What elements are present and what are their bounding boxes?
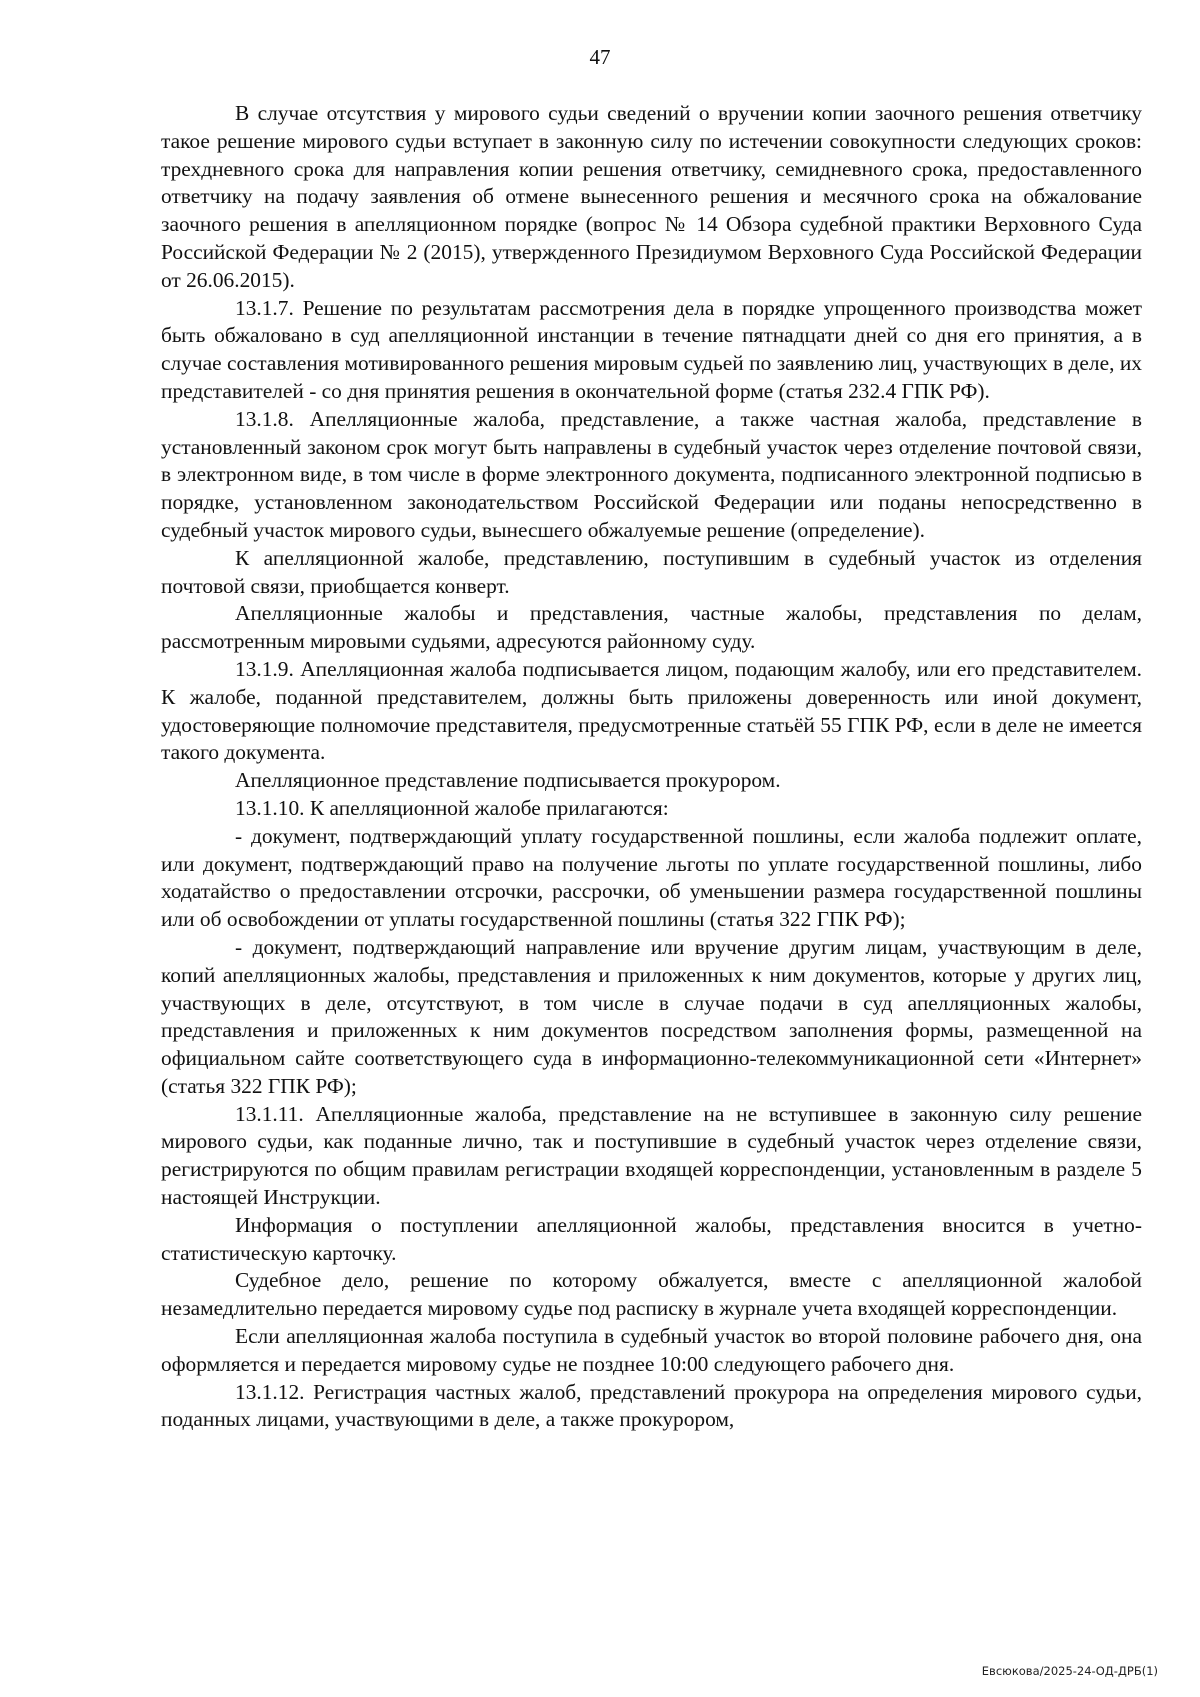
paragraph-addressing: Апелляционные жалобы и представления, частные жалобы, представления по делам, рассмотренным мировыми судьями, адресуются районному суду. — [161, 601, 1142, 654]
paragraph-13-1-9: 13.1.9. Апелляционная жалоба подписывается лицом, подающим жалобу, или его представителем. К жалобе, поданной представителем, должны быть приложены доверенность или иной документ, удостоверяющие полномочие представителя, предусмотренные статьёй 55 ГПК РФ, если в деле не имеется такого документа. — [161, 656, 1142, 765]
paragraph-13-1-11: 13.1.11. Апелляционные жалоба, представление на не вступившее в законную силу решение мирового судьи, как поданные лично, так и поступившие в судебный участок через отделение связи, регистрируются по общим правилам регистрации входящей корреспонденции, установленным в разделе 5 настоящей Инструкции. — [161, 1101, 1142, 1210]
list-item-state-duty: - документ, подтверждающий уплату государственной пошлины, если жалоба подлежит оплате, или документ, подтверждающий право на получение льготы по уплате государственной пошлины, либо ходатайство о предоставлении отсрочки, рассрочки, об уменьшении размера государственной пошлины или об освобождении от уплаты государственной пошлины (статья 322 ГПК РФ); — [161, 823, 1142, 932]
paragraph-13-1-7: 13.1.7. Решение по результатам рассмотрения дела в порядке упрощенного производства может быть обжаловано в суд апелляционной инстанции в течение пятнадцати дней со дня его принятия, а в случае составления мотивированного решения мировым судьей по заявлению лиц, участвующих в деле, их представителей - со дня принятия решения в окончательной форме (статья 232.4 ГПК РФ). — [161, 295, 1142, 403]
paragraph-stat-card: Информация о поступлении апелляционной жалобы, представления вносится в учетно-статистическую карточку. — [161, 1212, 1142, 1265]
paragraph-prosecutor-signature: Апелляционное представление подписывается прокурором. — [235, 768, 781, 793]
paragraph-13-1-8: 13.1.8. Апелляционные жалоба, представление, а также частная жалоба, представление в установленный законом срок могут быть направлены в судебный участок через отделение почтовой связи, в электронном виде, в том числе в форме электронного документа, подписанного электронной подписью в порядке, установленном законодательством Российской Федерации или поданы непосредственно в судебный участок мирового судьи, вынесшего обжалуемые решение (определение). — [161, 406, 1142, 542]
paragraph-default-judgment: В случае отсутствия у мирового судьи сведений о вручении копии заочного решения ответчику такое решение мирового судьи вступает в законную силу по истечении совокупности следующих сроков: трехдневного срока для направления копии решения ответчику, семидневного срока, предоставленного ответчику на подачу заявления об отмене вынесенного решения и месячного срока на обжалование заочного решения в апелляционном порядке (вопрос № 14 Обзора судебной практики Верховного Суда Российской Федерации № 2 (2015), утвержденного Президиумом Верховного Суда Российской Федерации от 26.06.2015). — [161, 101, 1142, 292]
paragraph-13-1-10: 13.1.10. К апелляционной жалобе прилагаются: — [235, 795, 669, 820]
document-footer-code: Евсюкова/2025-24-ОД-ДРБ(1) — [981, 1664, 1158, 1678]
document-body — [161, 100, 1142, 1434]
paragraph-case-transfer: Судебное дело, решение по которому обжалуется, вместе с апелляционной жалобой незамедлительно передается мировому судье под расписку в журнале учета входящей корреспонденции. — [161, 1268, 1142, 1321]
page-number: 47 — [589, 45, 611, 69]
paragraph-envelope: К апелляционной жалобе, представлению, поступившим в судебный участок из отделения почтовой связи, приобщается конверт. — [161, 545, 1142, 598]
paragraph-second-half-day: Если апелляционная жалоба поступила в судебный участок во второй половине рабочего дня, она оформляется и передается мировому судье не позднее 10:00 следующего рабочего дня. — [161, 1324, 1142, 1376]
list-item-delivery-proof: - документ, подтверждающий направление или вручение другим лицам, участвующим в деле, копий апелляционных жалобы, представления и приложенных к ним документов, которые у других лиц, участвующих в деле, отсутствуют, в том числе в случае подачи в суд апелляционных жалобы, представления и приложенных к ним документов посредством заполнения формы, размещенной на официальном сайте соответствующего суда в информационно-телекоммуникационной сети «Интернет» (статья 322 ГПК РФ); — [161, 934, 1142, 1098]
paragraph-13-1-12: 13.1.12. Регистрация частных жалоб, представлений прокурора на определения мирового судьи, поданных лицами, участвующими в деле, а также прокурором, — [161, 1379, 1142, 1432]
